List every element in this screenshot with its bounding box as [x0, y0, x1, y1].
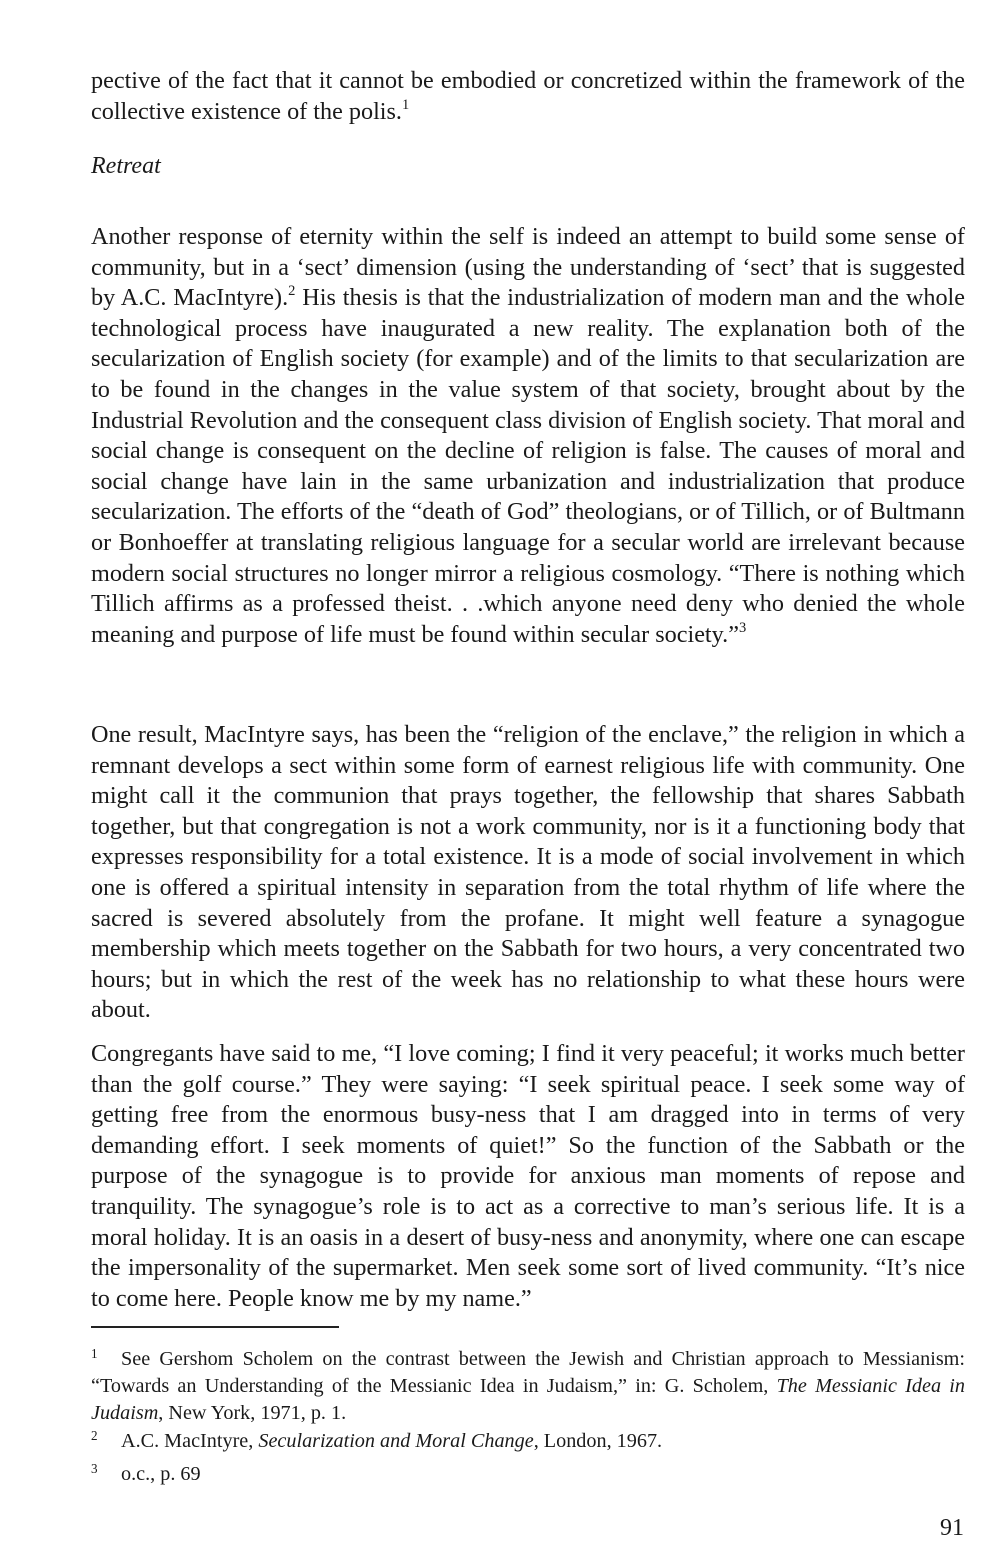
footnote-3: 3 o.c., p. 69	[91, 1460, 201, 1485]
footnote-text: o.c., p. 69	[121, 1463, 201, 1485]
footnote-title: The Messianic Idea in Judaism	[91, 1375, 965, 1424]
paragraph-text: His thesis is that the industrialization of modern man and the whole technological process have inaugurated a new reality. The explanation both of the secularization of English society (for example) and of the limits to that secularization are to be found in the changes in the value system of that society, brought about by the Industrial Revolution and the consequent class division of English society. That moral and social change is consequent on the decline of religion is false. The causes of moral and social change have lain in the same urbanization and industrialization that produce secularization. The efforts of the “death of God” theologians, or of Tillich, or of Bultmann or Bonhoeffer at translating religious language for a secular world are irrelevant because modern social structures no longer mirror a religious cosmology. “There is nothing which Tillich affirms as a professed theist. . .which anyone need deny who denied the whole meaning and purpose of life must be found within secular society.”	[91, 284, 965, 648]
opening-paragraph-text: pective of the fact that it cannot be embodied or concretized within the framework of the collective existence of the polis.	[91, 67, 965, 125]
footnote-text: , London, 1967.	[533, 1430, 663, 1452]
footnote-2: 2 A.C. MacIntyre, Secularization and Moral Change, London, 1967.	[91, 1427, 663, 1452]
opening-paragraph	[91, 66, 965, 127]
footnote-text: See Gershom Scholem on the contrast between the Jewish and Christian approach to Messianism: “Towards an Understanding of the Messianic Idea in Judaism,” in: G. Scholem,	[91, 1348, 965, 1397]
footnote-ref-1[interactable]: 1	[401, 96, 410, 113]
footnote-1: 1 See Gershom Scholem on the contrast between the Jewish and Christian approach to Messianism: “Towards an Understanding of the Messianic Idea in Judaism,” in: G. Scholem, The Messianic Idea in Judaism, New York, 1971, p. 1.	[91, 1345, 965, 1424]
section-heading: Retreat	[91, 153, 161, 179]
footnote-ref-3[interactable]: 3	[738, 619, 747, 636]
footnote-divider	[91, 1326, 339, 1328]
footnote-ref-2[interactable]: 2	[288, 283, 296, 300]
paragraph-text: Another response of eternity within the self is indeed an attempt to build some sense of community, but in a ‘sect’ dimension (using the understanding of ‘sect’ that is suggested by A.C. MacIntyre).	[91, 223, 965, 312]
footnote-text: , New York, 1971, p. 1.	[158, 1402, 347, 1424]
footnote-title: Secularization and Moral Change	[258, 1430, 534, 1452]
paragraph-religion-of-enclave: One result, MacIntyre says, has been the “religion of the enclave,” the religion in which a remnant develops a sect within some form of earnest religious life with community. One might call it the communion that prays together, the fellowship that shares Sabbath together, but that congregation is not a work community, nor is it a functioning body that expresses responsibility for a total existence. It is a mode of social involvement in which one is offered a spiritual intensity in separation from the total rhythm of life where the sacred is severed absolutely from the profane. It might well feature a synagogue membership which meets together on the Sabbath for two hours, a very concentrated two hours; but in which the rest of the week has no relationship to what these hours were about.	[91, 721, 965, 1024]
paragraph-congregants: Congregants have said to me, “I love coming; I find it very peaceful; it works much better than the golf course.” They were saying: “I seek spiritual peace. I seek some way of getting free from the enormous busy-ness that I am dragged into in terms of very demanding effort. I seek moments of quiet!” So the function of the Sabbath or the purpose of the synagogue is to provide for anxious man moments of repose and tranquility. The synagogue’s role is to act as a corrective to man’s serious life. It is a moral holiday. It is an oasis in a desert of busy-ness and anonymity, where one can escape the impersonality of the supermarket. Men seek some sort of lived community. “It’s nice to come here. People know me by my name.”	[91, 1040, 965, 1312]
page-number: 91	[940, 1515, 964, 1541]
footnote-text: A.C. MacIntyre,	[121, 1430, 259, 1452]
paragraph-macintyre-thesis	[91, 222, 965, 650]
